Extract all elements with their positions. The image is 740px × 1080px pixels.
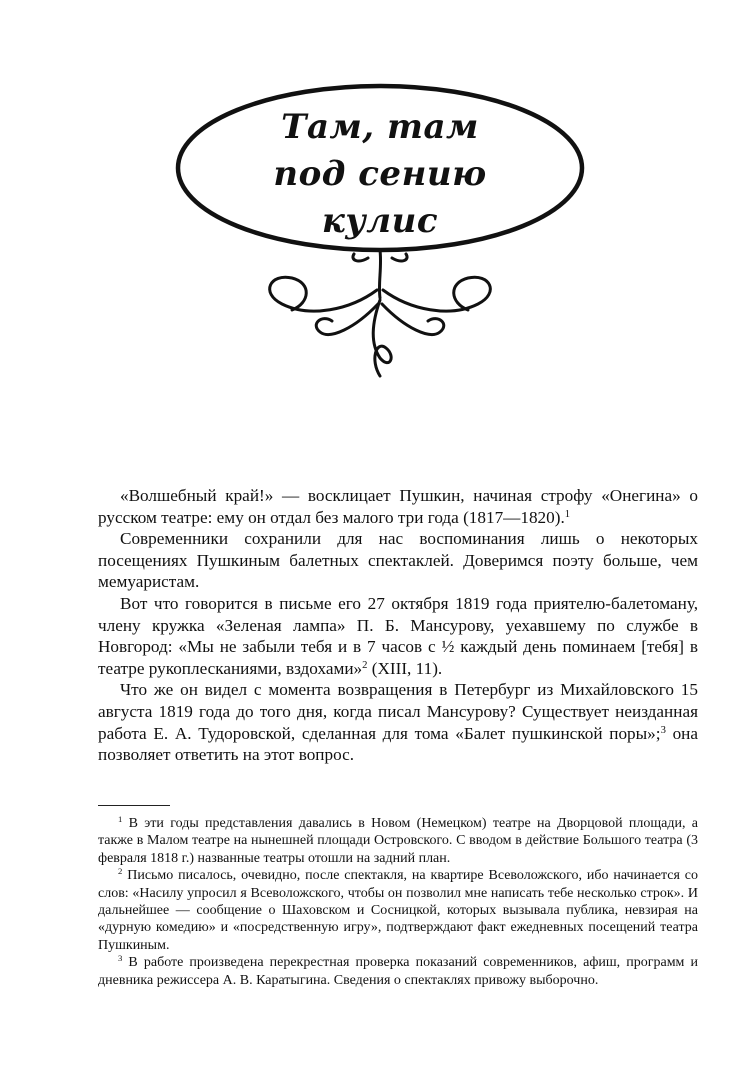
body-text bbox=[98, 485, 698, 766]
paragraph-3: Вот что говорится в письме его 27 октября 1819 года приятелю-балетоману, члену кружка «Зеленая лампа» П. Б. Мансурову, уехавшему по службе в Новгород: «Мы не забыли тебя и в 7 часов с ½ каждый день поминаем [тебя] в театре рукоплесканиями, вздохами»$^2$ (XIII, 11). bbox=[98, 593, 698, 678]
footnote-ref-2: 2 bbox=[362, 659, 368, 671]
paragraph-1: «Волшебный край!» — восклицает Пушкин, начиная строфу «Онегина» о русском театре: ему он отдал без малого три года (1817—1820).$^1$ bbox=[98, 486, 698, 527]
paragraph-2: Современники сохранили для нас воспоминания лишь о некоторых посещениях Пушкиным балетных спектаклей. Доверимся поэту больше, чем мемуаристам. bbox=[98, 529, 698, 592]
footnote-ref-3: 3 bbox=[660, 724, 666, 736]
chapter-title bbox=[195, 104, 565, 245]
paragraph-4: Что же он видел с момента возвращения в Петербург из Михайловского 15 августа 1819 года до того дня, когда писал Мансурову? Существует неизданная работа Е. А. Тудоровской, сделанная для тома «Балет пушкинской поры»;$^3$ она позволяет ответить на этот вопрос. bbox=[98, 680, 699, 765]
footnote-3: $^3$ В работе произведена перекрестная проверка показаний современников, афиш, программ и дневника режиссера А. В. Каратыгина. Сведения о спектаклях привожу выборочно. bbox=[98, 953, 698, 988]
footnote-divider bbox=[98, 805, 170, 806]
chapter-title-line-3: кулис bbox=[321, 201, 439, 241]
footnote-2: $^2$ Письмо писалось, очевидно, после спектакля, на квартире Всеволожского, ибо начинается со слов: «Насилу упросил я Всеволожского, чтобы он позволил мне написать тебе несколько строк». И дальнейшее — сообщение о Шаховском и Сосницкой, которых вызывала публика, невзирая на «дурную комедию» и «посредственную игру», подтверждают факт ежедневных посещений театра Пушкиным. bbox=[98, 866, 698, 953]
footnote-ref-1: 1 bbox=[564, 508, 571, 520]
footnotes bbox=[98, 815, 698, 989]
footnote-1: $^1$ В эти годы представления давались в Новом (Немецком) театре на Дворцовой площади, а также в Малом театре на нынешней площади Островского. С вводом в действие Большого театра (3 февраля 1818 г.) названные театры отошли на задний план. bbox=[98, 814, 698, 866]
chapter-title-line-1: Там, там bbox=[281, 107, 479, 147]
chapter-title-line-2: под сению bbox=[273, 154, 487, 194]
